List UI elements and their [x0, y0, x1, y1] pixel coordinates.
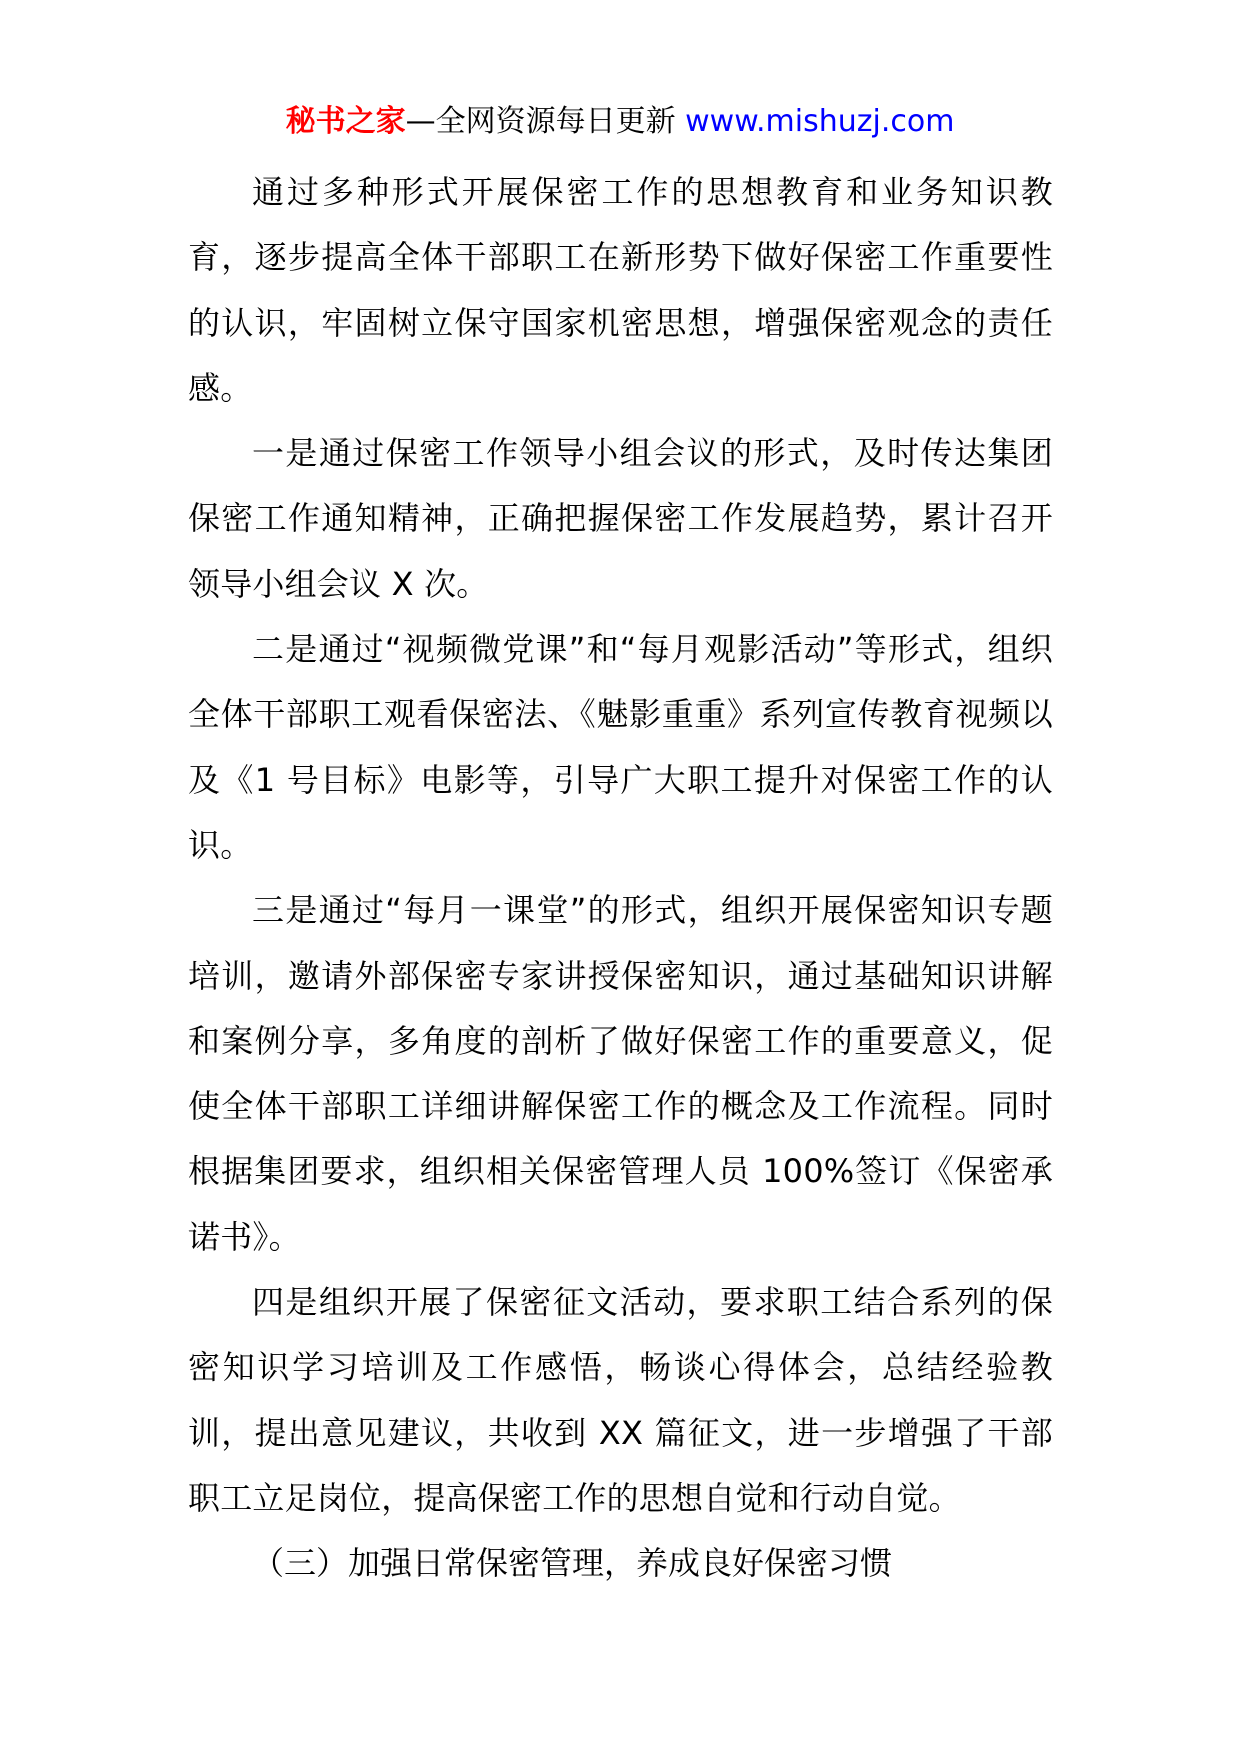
paragraph-item-4: 四是组织开展了保密征文活动，要求职工结合系列的保密知识学习培训及工作感悟，畅谈心得体会，总结经验教训，提出意见建议，共收到 XX 篇征文，进一步增强了干部职工立足岗位，提高保密工作的思想自觉和行动自觉。 [188, 1283, 1053, 1517]
brand-name: 秘书之家 [285, 104, 406, 139]
paragraph-item-1: 一是通过保密工作领导小组会议的形式，及时传达集团保密工作通知精神，正确把握保密工作发展趋势，累计召开领导小组会议 X 次。 [188, 434, 1053, 603]
paragraph-item-3: 三是通过“每月一课堂”的形式，组织开展保密知识专题培训，邀请外部保密专家讲授保密知识，通过基础知识讲解和案例分享，多角度的剖析了做好保密工作的重要意义，促使全体干部职工详细讲解保密工作的概念及工作流程。同时根据集团要求，组织相关保密管理人员 100%签订《保密承诺书》。 [188, 891, 1053, 1256]
site-url-link[interactable]: www.mishuzj.com [685, 104, 955, 139]
paragraph-item-2: 二是通过“视频微党课”和“每月观影活动”等形式，组织全体干部职工观看保密法、《魅影重重》系列宣传教育视频以及《1 号目标》电影等，引导广大职工提升对保密工作的认识。 [188, 630, 1053, 864]
section-heading: （三）加强日常保密管理，养成良好保密习惯 [252, 1544, 893, 1583]
header-slogan: —全网资源每日更新 [405, 104, 676, 139]
document-body [188, 160, 1053, 1597]
page-header [0, 100, 1240, 144]
paragraph-intro: 通过多种形式开展保密工作的思想教育和业务知识教育，逐步提高全体干部职工在新形势下做好保密工作重要性的认识，牢固树立保守国家机密思想，增强保密观念的责任感。 [188, 173, 1053, 407]
